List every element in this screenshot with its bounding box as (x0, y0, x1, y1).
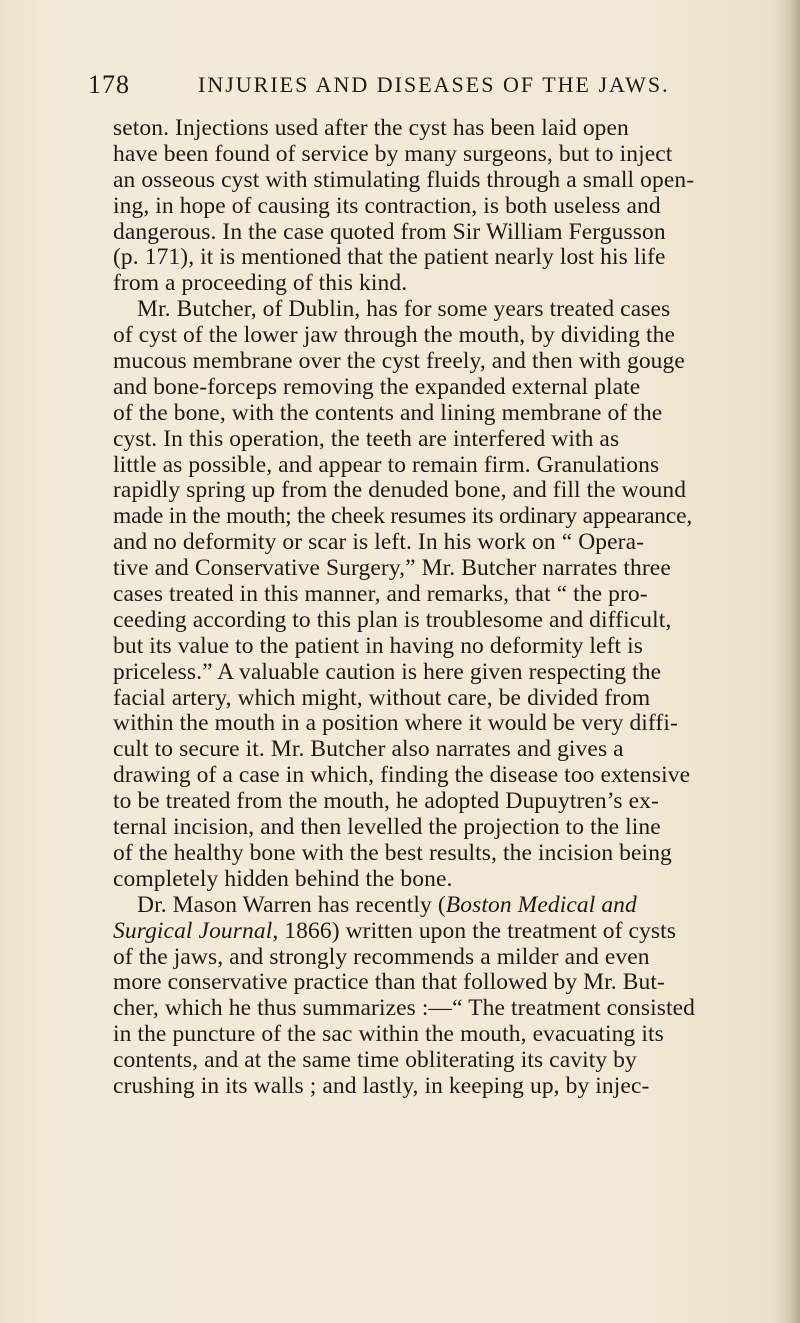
text-line: of the jaws, and strongly recommends a milder and even (113, 943, 650, 970)
text-line: facial artery, which might, without care, be divided from (113, 684, 651, 711)
journal-title-italic: Surgical Journal (113, 917, 273, 944)
line-text: , 1866) written upon the treatment of cysts (272, 917, 677, 944)
text-line: ing, in hope of causing its contraction, is both useless and (113, 192, 661, 219)
text-line: priceless.” A valuable caution is here given respecting the (113, 658, 662, 685)
body-text (113, 116, 763, 1100)
text-line: cher, which he thus summarizes :—“ The treatment consisted (113, 995, 695, 1022)
text-line: within the mouth in a position where it would be very diffi- (113, 710, 678, 737)
text-line: cases treated in this manner, and remarks, that “ the pro- (113, 581, 648, 608)
page-header (88, 70, 708, 104)
text-line: and no deformity or scar is left. In his work on “ Opera- (113, 529, 645, 556)
text-line: crushing in its walls ; and lastly, in keeping up, by injec- (113, 1072, 650, 1099)
text-line: and bone-forceps removing the expanded external plate (113, 373, 641, 400)
text-line: of cyst of the lower jaw through the mouth, by dividing the (113, 322, 675, 349)
text-line: cult to secure it. Mr. Butcher also narrates and gives a (113, 736, 624, 763)
journal-title-italic: Boston Medical and (445, 891, 637, 918)
text-line: made in the mouth; the cheek resumes its ordinary appearance, (113, 503, 692, 530)
text-line: dangerous. In the case quoted from Sir William Fergusson (113, 218, 666, 245)
text-line: from a proceeding of this kind. (113, 270, 408, 297)
text-line: cyst. In this operation, the teeth are interfered with as (113, 425, 620, 452)
paragraph-start-line: Mr. Butcher, of Dublin, has for some years treated cases (137, 296, 671, 323)
text-line: contents, and at the same time obliterating its cavity by (113, 1047, 637, 1074)
text-line: (p. 171), it is mentioned that the patient nearly lost his life (113, 244, 666, 271)
text-line: to be treated from the mouth, he adopted Dupuytren’s ex- (113, 788, 659, 815)
text-line: rapidly spring up from the denuded bone, and fill the wound (113, 477, 687, 504)
page-number: 178 (88, 70, 130, 99)
text-line: drawing of a case in which, finding the disease too extensive (113, 762, 691, 789)
text-line: tive and Conservative Surgery,” Mr. Butcher narrates three (113, 555, 671, 582)
paragraph-start-line (113, 893, 763, 919)
text-line: completely hidden behind the bone. (113, 865, 453, 892)
line-text: Dr. Mason Warren has recently ( (137, 891, 446, 918)
text-line: but its value to the patient in having no deformity left is (113, 632, 643, 659)
text-line: of the bone, with the contents and lining membrane of the (113, 399, 663, 426)
text-line: of the healthy bone with the best results, the incision being (113, 839, 672, 866)
text-line: ternal incision, and then levelled the projection to the line (113, 814, 661, 841)
text-line: mucous membrane over the cyst freely, and then with gouge (113, 348, 685, 375)
text-line: an osseous cyst with stimulating fluids through a small open- (113, 166, 695, 193)
text-line: seton. Injections used after the cyst has been laid open (113, 115, 629, 141)
running-head: INJURIES AND DISEASES OF THE JAWS. (198, 72, 670, 97)
text-line: have been found of service by many surgeons, but to inject (113, 140, 673, 167)
text-line (113, 919, 763, 945)
text-line: ceeding according to this plan is troublesome and difficult, (113, 606, 672, 633)
text-line: in the puncture of the sac within the mouth, evacuating its (113, 1021, 664, 1048)
page-edge-shadow (774, 0, 800, 1323)
text-line: more conservative practice than that followed by Mr. But- (113, 969, 665, 996)
text-line: little as possible, and appear to remain firm. Granulations (113, 451, 660, 478)
